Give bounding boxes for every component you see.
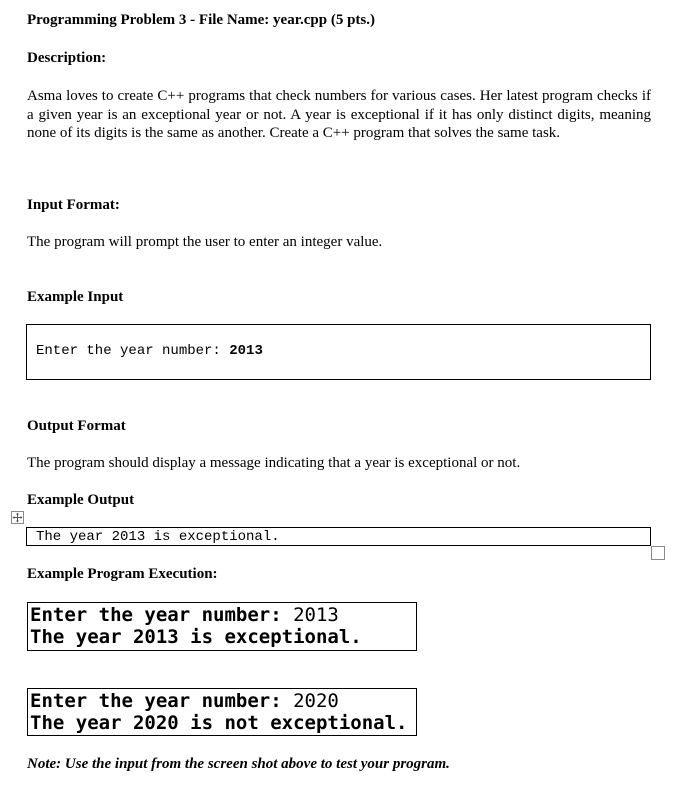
console-prompt: Enter the year number: <box>30 690 294 712</box>
console-output: The year 2013 is exceptional. <box>30 626 362 648</box>
console-input-value: 2013 <box>293 604 339 626</box>
table-resize-handle[interactable] <box>651 546 665 560</box>
input-format-heading: Input Format: <box>27 197 120 213</box>
input-format-text: The program will prompt the user to enter an integer value. <box>27 234 383 250</box>
note-text: Note: Use the input from the screen shot above to test your program. <box>27 756 450 772</box>
example-input-heading: Example Input <box>27 289 124 305</box>
example-input-value: 2013 <box>229 343 263 359</box>
output-format-text: The program should display a message indicating that a year is exceptional or not. <box>27 455 521 471</box>
example-output-heading: Example Output <box>27 492 135 508</box>
example-execution-heading: Example Program Execution: <box>27 566 218 582</box>
console-screenshot-2 <box>27 688 417 736</box>
page-title: Programming Problem 3 - File Name: year.cpp (5 pts.) <box>27 12 375 28</box>
console-screenshot-1 <box>27 602 417 651</box>
example-input-box <box>26 324 651 380</box>
description-text: Asma loves to create C++ programs that check numbers for various cases. Her latest program checks if a given year is an exceptional year or not. A year is exceptional if it has only distinct digits, meaning none of its digits is the same as another. Create a C++ program that solves the same task. <box>27 88 651 141</box>
table-move-handle-icon[interactable] <box>11 511 24 524</box>
console-prompt: Enter the year number: <box>30 604 294 626</box>
example-output-box: The year 2013 is exceptional. <box>26 527 651 546</box>
description-heading: Description: <box>27 50 107 66</box>
output-format-heading: Output Format <box>27 418 126 434</box>
console-input-value: 2020 <box>293 690 339 712</box>
console-output: The year 2020 is not exceptional. <box>30 712 408 734</box>
example-input-prompt: Enter the year number: <box>36 343 230 359</box>
